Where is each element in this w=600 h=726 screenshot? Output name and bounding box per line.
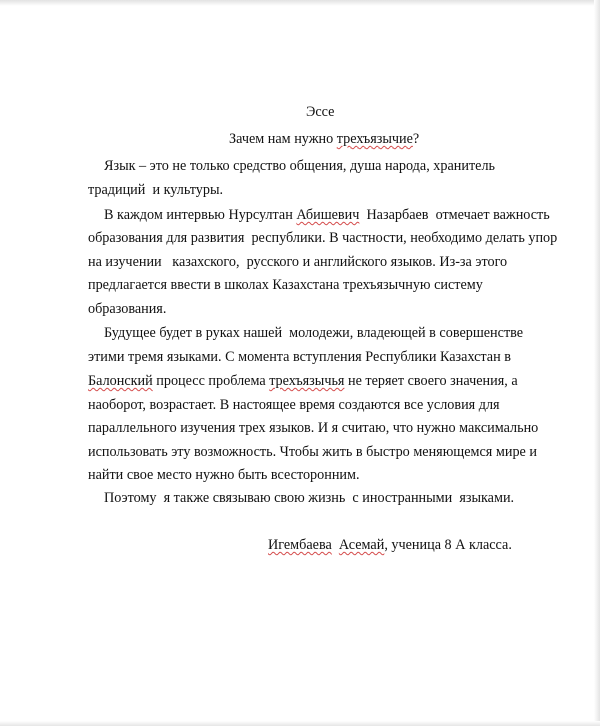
signature-name: Асемай bbox=[338, 537, 385, 553]
signature-gap bbox=[332, 537, 339, 553]
p2-l1-a: В каждом интервью Нурсултан bbox=[104, 207, 297, 223]
p3-line-4: наоборот, возрастает. В настоящее время создаются все условия для bbox=[88, 397, 500, 413]
title-spell-word: трехъязычие bbox=[336, 131, 413, 147]
title-end: ? bbox=[412, 131, 420, 147]
doc-title bbox=[229, 130, 419, 148]
p3-l3-b: процесс проблема bbox=[152, 373, 270, 389]
p3-line-2: этими тремя языками. С момента вступления Республики Казахстан в bbox=[88, 349, 511, 365]
p1-line-1: Язык – это не только средство общения, душа народа, хранитель bbox=[104, 158, 496, 174]
p2-line-4: предлагается ввести в школах Казахстана трехъязычную систему bbox=[88, 277, 483, 293]
p3-l3-spell-1: Балонский bbox=[88, 373, 153, 389]
p1-line-2: традиций и культуры. bbox=[88, 182, 224, 198]
p3-line-6: использовать эту возможность. Чтобы жить в быстро меняющемся мире и bbox=[88, 444, 537, 460]
p3-l3-spell-2: трехъязычья bbox=[269, 373, 345, 389]
p2-line-3: на изучении казахского, русского и английского языков. Из-за этого bbox=[88, 254, 508, 270]
p3-line-5: параллельного изучения трех языков. И я считаю, что нужно максимально bbox=[88, 420, 539, 436]
p4-line-1: Поэтому я также связываю свою жизнь с иностранными языками. bbox=[104, 490, 515, 506]
page-shadow-top bbox=[0, 0, 600, 6]
signature bbox=[268, 536, 512, 554]
p2-line-5: образования. bbox=[88, 301, 167, 317]
page-shadow-bottom bbox=[0, 721, 600, 726]
p2-l1-c: Назарбаев отмечает важность bbox=[359, 207, 550, 223]
p2-l1-spell: Абишевич bbox=[296, 207, 360, 223]
signature-rest: , ученица 8 А класса. bbox=[384, 537, 512, 553]
p2-line-1 bbox=[104, 206, 550, 224]
p3-line-1: Будущее будет в руках нашей молодежи, владеющей в совершенстве bbox=[104, 325, 524, 341]
signature-surname: Игембаева bbox=[268, 537, 332, 553]
p2-line-2: образования для развития республики. В частности, необходимо делать упор bbox=[88, 230, 558, 246]
p3-line-7: найти свое место нужно быть всесторонним. bbox=[88, 467, 360, 483]
title-text: Зачем нам нужно bbox=[229, 131, 337, 147]
p3-line-3 bbox=[88, 372, 518, 390]
doc-heading: Эссе bbox=[306, 104, 335, 120]
page-shadow-right bbox=[594, 0, 600, 726]
p3-l3-d: не теряет своего значения, а bbox=[344, 373, 518, 389]
